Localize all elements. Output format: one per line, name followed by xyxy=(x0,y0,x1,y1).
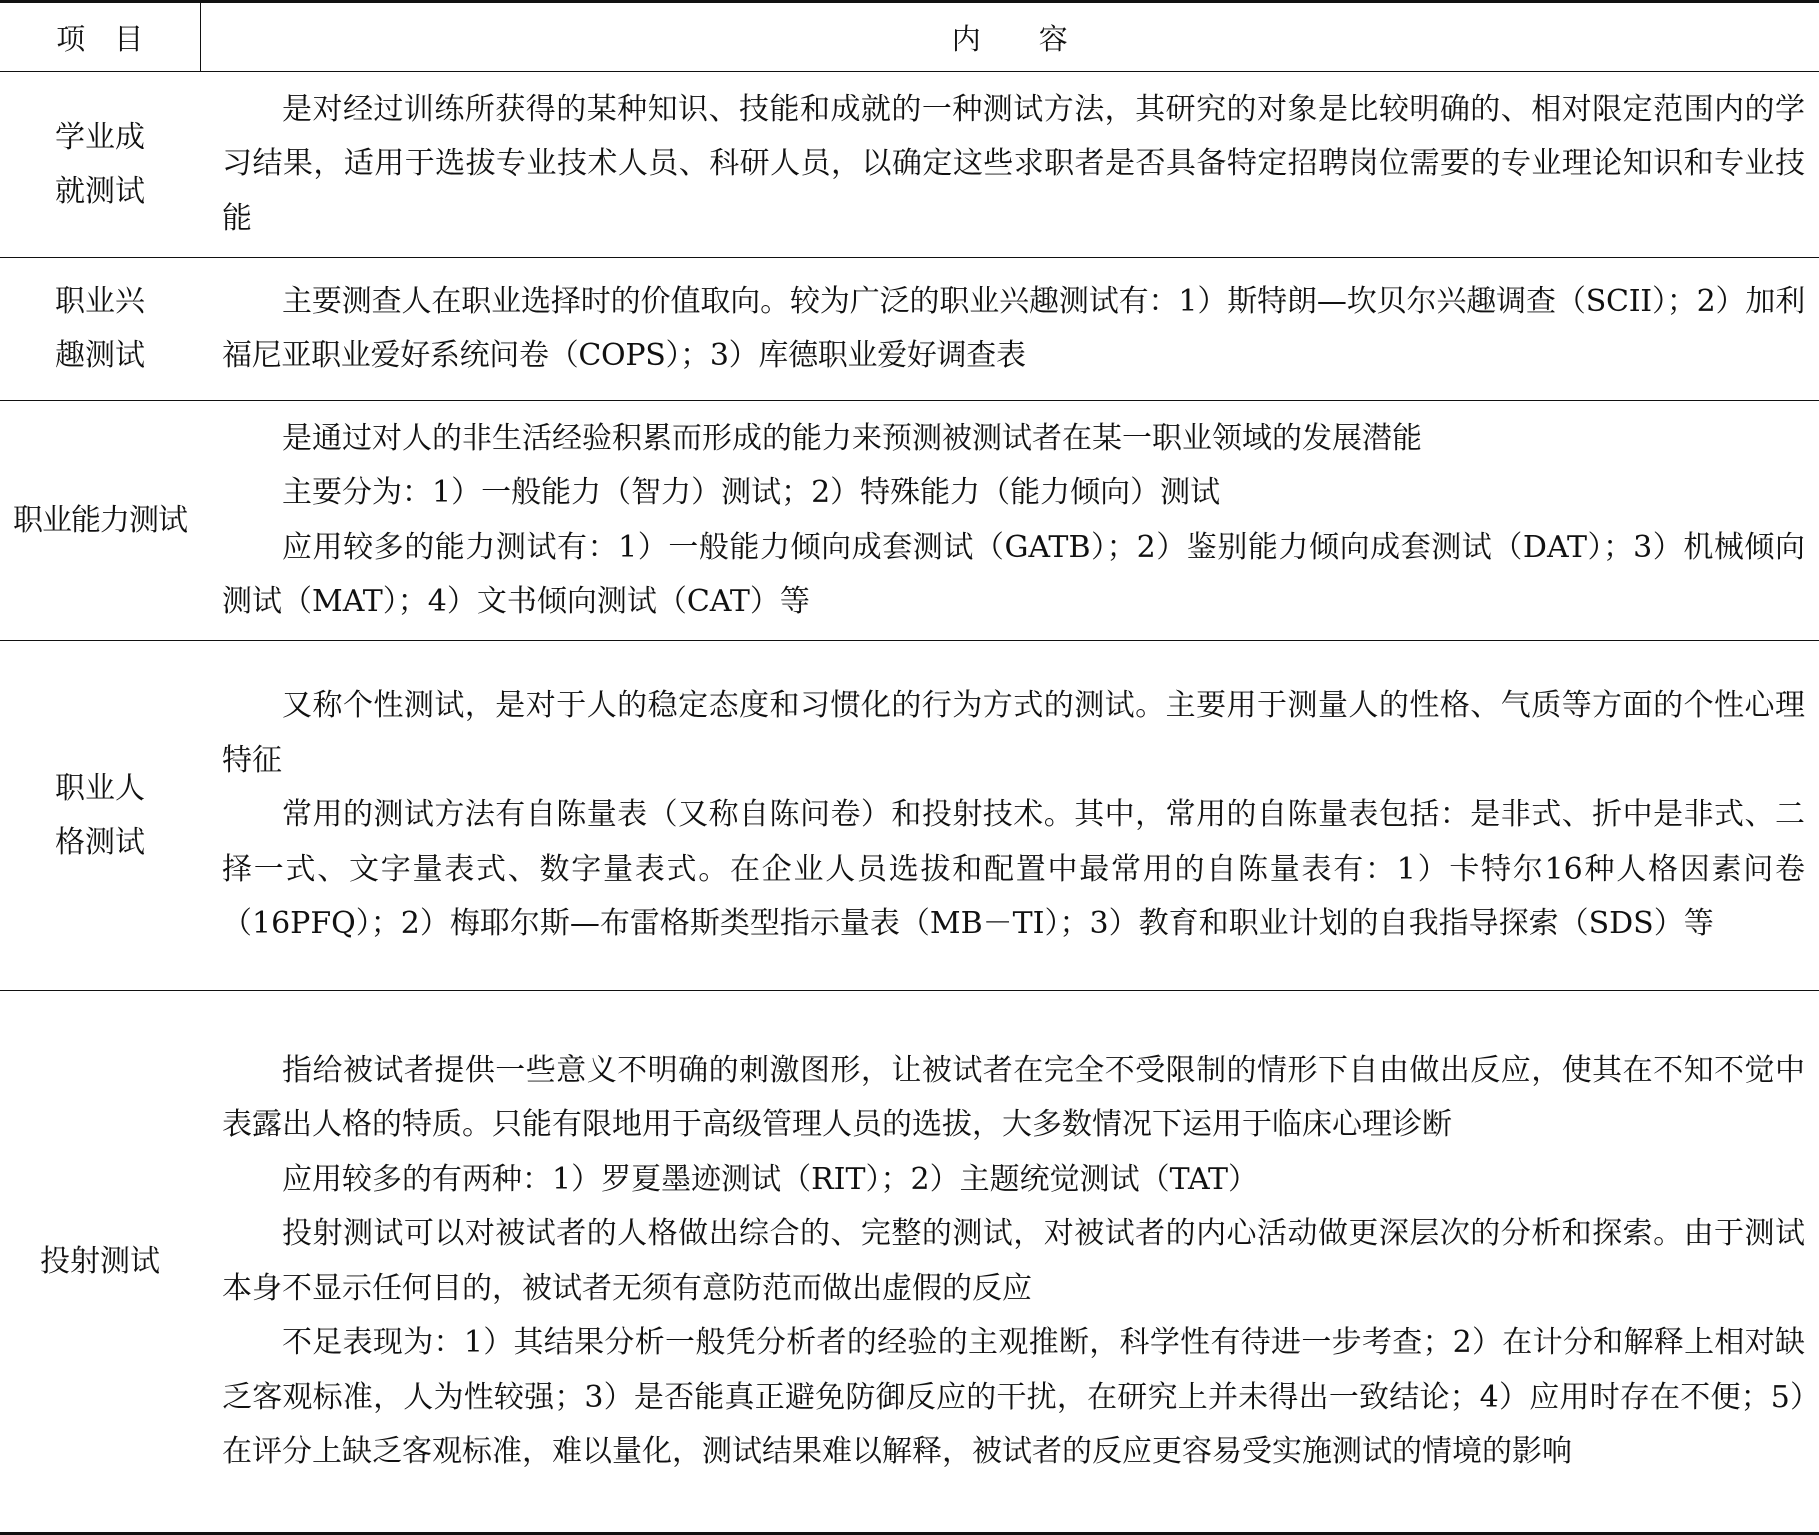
item-label-line: 职业人 xyxy=(55,770,145,806)
table-row xyxy=(0,401,1819,641)
table-row xyxy=(0,641,1819,991)
content-paragraph: 应用较多的能力测试有：1）一般能力倾向成套测试（GATB）；2）鉴别能力倾向成套测试（DAT）；3）机械倾向测试（MAT）；4）文书倾向测试（CAT）等 xyxy=(222,529,1805,619)
content-cell xyxy=(200,401,1819,641)
item-label-line: 职业能力测试 xyxy=(13,502,187,538)
table-header-row xyxy=(0,2,1819,72)
content-paragraph: 投射测试可以对被试者的人格做出综合的、完整的测试，对被试者的内心活动做更深层次的分析和探索。由于测试本身不显示任何目的，被试者无须有意防范而做出虚假的反应 xyxy=(222,1216,1805,1306)
content-paragraph: 常用的测试方法有自陈量表（又称自陈问卷）和投射技术。其中，常用的自陈量表包括：是非式、折中是非式、二择一式、文字量表式、数字量表式。在企业人员选拔和配置中最常用的自陈量表有：1）卡特尔16种人格因素问卷（16PFQ）；2）梅耶尔斯—布雷格斯类型指示量表（MB－TI）；3）教育和职业计划的自我指导探索（SDS）等 xyxy=(222,797,1805,942)
item-label-line: 趣测试 xyxy=(55,338,145,373)
content-cell xyxy=(200,258,1819,401)
content-paragraph: 主要测查人在职业选择时的价值取向。较为广泛的职业兴趣测试有：1）斯特朗—坎贝尔兴趣调查（SCII）；2）加利福尼亚职业爱好系统问卷（COPS）；3）库德职业爱好调查表 xyxy=(222,283,1805,373)
content-paragraph: 应用较多的有两种：1）罗夏墨迹测试（RIT）；2）主题统觉测试（TAT） xyxy=(282,1161,1259,1197)
item-cell-vocational-interest xyxy=(0,258,200,401)
content-cell xyxy=(200,991,1819,1534)
header-content: 内 容 xyxy=(200,2,1819,72)
item-cell-vocational-personality xyxy=(0,641,200,991)
item-cell-vocational-ability xyxy=(0,401,200,641)
content-paragraph: 是通过对人的非生活经验积累而形成的能力来预测被测试者在某一职业领域的发展潜能 xyxy=(282,420,1422,456)
item-label-line: 格测试 xyxy=(55,824,145,860)
content-cell xyxy=(200,72,1819,258)
content-paragraph: 不足表现为：1）其结果分析一般凭分析者的经验的主观推断，科学性有待进一步考查；2）在计分和解释上相对缺乏客观标准，人为性较强；3）是否能真正避免防御反应的干扰，在研究上并未得出一致结论；4）应用时存在不便；5）在评分上缺乏客观标准，难以量化，测试结果难以解释，被试者的反应更容易受实施测试的情境的影响 xyxy=(222,1325,1805,1469)
content-paragraph: 主要分为：1）一般能力（智力）测试；2）特殊能力（能力倾向）测试 xyxy=(282,475,1221,510)
item-cell-academic-achievement xyxy=(0,72,200,258)
header-item: 项 目 xyxy=(0,2,200,72)
content-cell xyxy=(200,641,1819,991)
item-cell-projective-test xyxy=(0,991,200,1534)
item-label-line: 投射测试 xyxy=(40,1243,160,1279)
content-paragraph: 是对经过训练所获得的某种知识、技能和成就的一种测试方法，其研究的对象是比较明确的、相对限定范围内的学习结果，适用于选拔专业技术人员、科研人员，以确定这些求职者是否具备特定招聘岗位需要的专业理论知识和专业技能 xyxy=(222,91,1805,236)
content-paragraph: 指给被试者提供一些意义不明确的刺激图形，让被试者在完全不受限制的情形下自由做出反应，使其在不知不觉中表露出人格的特质。只能有限地用于高级管理人员的选拔，大多数情况下运用于临床心理诊断 xyxy=(222,1052,1805,1142)
content-paragraph: 又称个性测试，是对于人的稳定态度和习惯化的行为方式的测试。主要用于测量人的性格、气质等方面的个性心理特征 xyxy=(222,688,1805,778)
item-label-line: 学业成 xyxy=(55,119,145,155)
table-row xyxy=(0,991,1819,1534)
item-label-line: 就测试 xyxy=(55,173,145,209)
table-row xyxy=(0,72,1819,258)
item-label-line: 职业兴 xyxy=(55,284,145,319)
table-row xyxy=(0,258,1819,401)
